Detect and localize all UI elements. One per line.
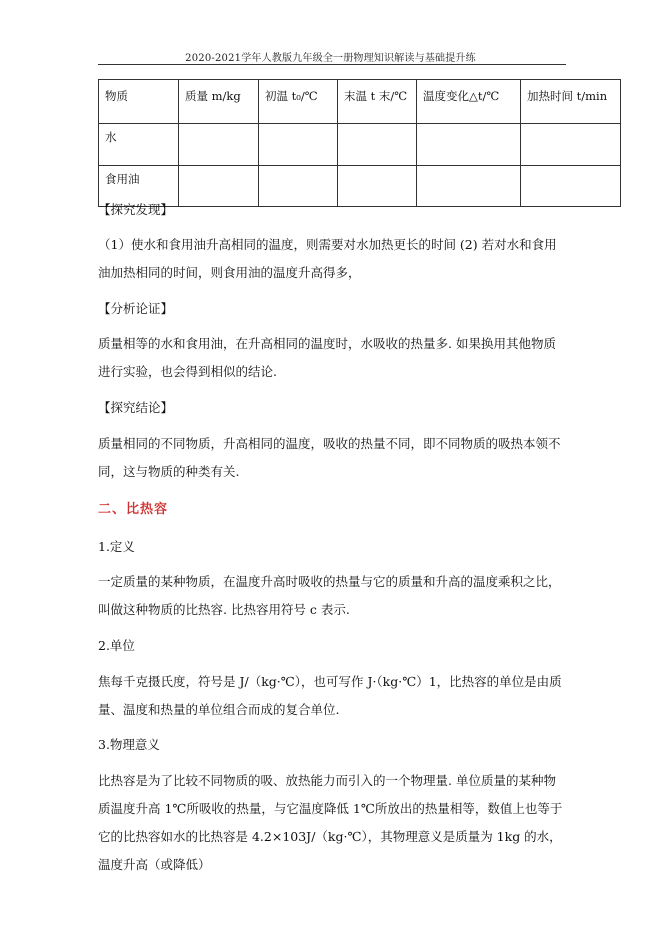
unit-text: 焦每千克摄氏度，符号是 J/（kg·℃），也可写作 J·（kg·℃）1，比热容的单位是由质量、温度和热量的单位组合而成的复合单位. [98, 674, 562, 717]
section-title: 二、比热容 [98, 502, 169, 517]
conclusion-text: 质量相同的不同物质，升高相同的温度，吸收的热量不同，即不同物质的吸热本领不同，这与物质的种类有关. [98, 436, 561, 479]
table-header-cell: 加热时间 t/min [521, 80, 621, 124]
header-divider [98, 64, 566, 65]
table-cell [179, 124, 259, 166]
table-cell: 水 [99, 124, 179, 166]
table-header-row [99, 80, 621, 124]
table-row [99, 124, 621, 166]
conclusion-heading: 【探究结论】 [98, 400, 174, 415]
table-cell: 食用油 [99, 166, 179, 207]
page-header: 2020-2021学年人教版九年级全一册物理知识解读与基础提升练 [185, 53, 476, 64]
meaning-text: 比热容是为了比较不同物质的吸、放热能力而引入的一个物理量. 单位质量的某种物质温度升高 1℃所吸收的热量，与它温度降低 1℃所放出的热量相等，数值上也等于它的比热容如水的比热容是 4.2×103J/（kg·℃），其物理意义是质量为 1kg 的水，温度升高（或降低） [98, 773, 563, 872]
table-header-cell: 初温 t₀/℃ [259, 80, 338, 124]
definition-text: 一定质量的某种物质，在温度升高时吸收的热量与它的质量和升高的温度乘积之比，叫做这种物质的比热容. 比热容用符号 c 表示. [98, 574, 561, 617]
experiment-table [98, 79, 621, 207]
meaning-heading: 3.物理意义 [98, 737, 160, 752]
table-header-cell: 末温 t 末/℃ [338, 80, 417, 124]
table-cell [417, 124, 521, 166]
discovery-text: （1）使水和食用油升高相同的温度，则需要对水加热更长的时间 (2) 若对水和食用油加热相同的时间，则食用油的温度升高得多， [98, 237, 557, 280]
unit-heading: 2.单位 [98, 638, 135, 653]
analysis-text: 质量相等的水和食用油，在升高相同的温度时，水吸收的热量多. 如果换用其他物质进行实验，也会得到相似的结论. [98, 336, 556, 379]
table-header-cell: 物质 [99, 80, 179, 124]
table-cell [338, 124, 417, 166]
table-header-cell: 温度变化△t/℃ [417, 80, 521, 124]
definition-heading: 1.定义 [98, 539, 135, 554]
analysis-heading: 【分析论证】 [98, 301, 174, 316]
discovery-heading: 【探究发现】 [98, 202, 174, 217]
table-cell [521, 124, 621, 166]
table-header-cell: 质量 m/kg [179, 80, 259, 124]
table-cell [259, 124, 338, 166]
